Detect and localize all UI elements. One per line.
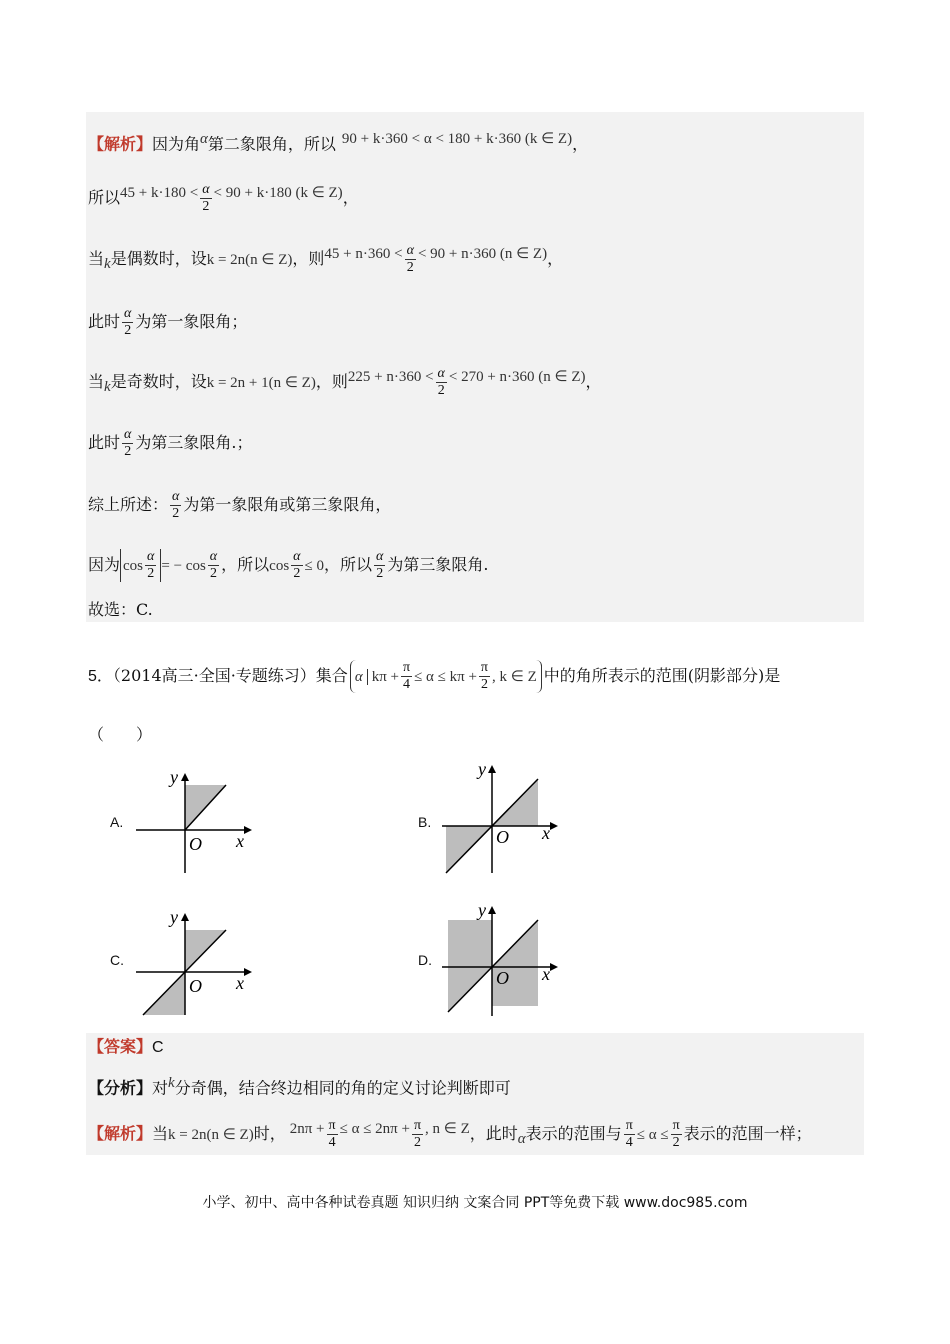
svg-text:x: x	[542, 964, 550, 984]
sol-line-4: 此时 $\frac{\alpha}{2}$ 为第一象限角；	[88, 306, 248, 338]
svg-text:O: O	[189, 834, 202, 854]
question-5: 5．（2014高三·全国·专题练习）集合 α kπ + $\frac{\pi}{4}$ ≤ α ≤ kπ + $\frac{\pi}{2}$ , k ∈ Z 中的角所表示的范围(阴影部分)是	[88, 660, 781, 692]
answer-value: C	[152, 1039, 164, 1056]
sol-line-2: 所以45 + k·180 < $\frac{\alpha}{2}$ < 90 + k·180 (k ∈ Z)，	[88, 182, 359, 214]
sol-line-3: 当$_k$是偶数时，设k = 2n(n ∈ Z)，则45 + n·360 < $\frac{\alpha}{2}$ < 90 + n·360 (n ∈ Z)，	[88, 243, 564, 275]
svg-text:y: y	[478, 759, 486, 779]
solution-tag: 【解析】	[88, 134, 153, 154]
svg-text:x: x	[236, 973, 244, 993]
fraction-alpha-2: $\frac{\alpha}{2}$	[172, 489, 180, 521]
option-a-label: A.	[110, 814, 124, 830]
abs-value: cos $\frac{\alpha}{2}$	[120, 549, 161, 582]
option-d-graph	[438, 898, 568, 1018]
svg-text:y: y	[170, 907, 178, 927]
analysis-line: 【分析】对$^k$分奇偶，结合终边相同的角的定义讨论判断即可	[88, 1075, 511, 1098]
svg-text:y: y	[170, 767, 178, 787]
fraction-alpha-2: $\frac{\alpha}{2}$	[202, 182, 210, 214]
option-c-label: C.	[110, 952, 124, 968]
option-b-label: B.	[418, 814, 432, 830]
sol-line-7: 综上所述： $\frac{\alpha}{2}$ 为第一象限角或第三象限角，	[88, 489, 392, 521]
answer-paren: （ ）	[88, 725, 153, 744]
solution-line: 【解析】当k = 2n(n ∈ Z)时， 2nπ + $\frac{\pi}{4}$ ≤ α ≤ 2nπ + $\frac{\pi}{2}$ , n ∈ Z，此时$_\alpha$表示的范围与 $\frac{\pi}{4}$ ≤ α ≤ $\frac{\pi}{2}$ 表示的范围一样；	[88, 1118, 812, 1150]
page-footer: 小学、初中、高中各种试卷真题 知识归纳 文案合同 PPT等免费下载 www.doc985.com	[202, 1195, 748, 1211]
svg-text:x: x	[542, 823, 550, 843]
set-expression: α kπ + $\frac{\pi}{4}$ ≤ α ≤ kπ + $\frac{\pi}{2}$ , k ∈ Z	[350, 660, 542, 693]
question-number: 5．	[88, 668, 113, 685]
sol-line-6: 此时 $\frac{\alpha}{2}$ 为第三象限角.；	[88, 427, 253, 459]
solution-tag: 【解析】	[88, 1124, 153, 1143]
svg-text:O: O	[496, 827, 509, 847]
fraction-alpha-2: $\frac{\alpha}{2}$	[376, 549, 384, 581]
fraction-alpha-2: $\frac{\alpha}{2}$	[124, 306, 132, 338]
sol-line-1: 【解析】因为角$^\alpha$第二象限角，所以 90 + k·360 < α < 180 + k·360 (k ∈ Z)，	[88, 131, 589, 154]
option-b-graph	[438, 757, 568, 875]
math-expr: 90 + k·360 < α < 180 + k·360 (k ∈ Z)	[341, 131, 573, 148]
svg-text:O: O	[496, 968, 509, 988]
analysis-tag: 【分析】	[88, 1078, 153, 1098]
sol-line-8: 因为 cos $\frac{\alpha}{2}$ = − cos $\frac{\alpha}{2}$ ，所以cos $\frac{\alpha}{2}$ ≤ 0，所以 $\frac{\alpha}{2}$ 为第三象限角.	[88, 549, 489, 581]
fraction-alpha-2: $\frac{\alpha}{2}$	[437, 366, 445, 398]
svg-text:O: O	[189, 976, 202, 996]
option-c-graph	[130, 905, 260, 1017]
shaded-region	[492, 920, 538, 1006]
answer-tag: 【答案】	[88, 1037, 153, 1056]
shaded-region	[448, 920, 492, 967]
fraction-alpha-2: $\frac{\alpha}{2}$	[293, 549, 301, 581]
answer-line	[88, 1036, 164, 1059]
fraction-alpha-2: $\frac{\alpha}{2}$	[406, 243, 414, 275]
fraction-alpha-2: $\frac{\alpha}{2}$	[209, 549, 218, 581]
sol-line-9: 故选：C.	[88, 600, 153, 619]
fraction-alpha-2: $\frac{\alpha}{2}$	[124, 427, 132, 459]
option-a-graph	[130, 765, 260, 877]
svg-text:x: x	[236, 831, 244, 851]
svg-text:y: y	[478, 900, 486, 920]
option-d-label: D.	[418, 952, 432, 968]
sol-line-5: 当$_k$是奇数时，设k = 2n + 1(n ∈ Z)，则225 + n·360 < $\frac{\alpha}{2}$ < 270 + n·360 (n ∈ Z)，	[88, 366, 602, 398]
